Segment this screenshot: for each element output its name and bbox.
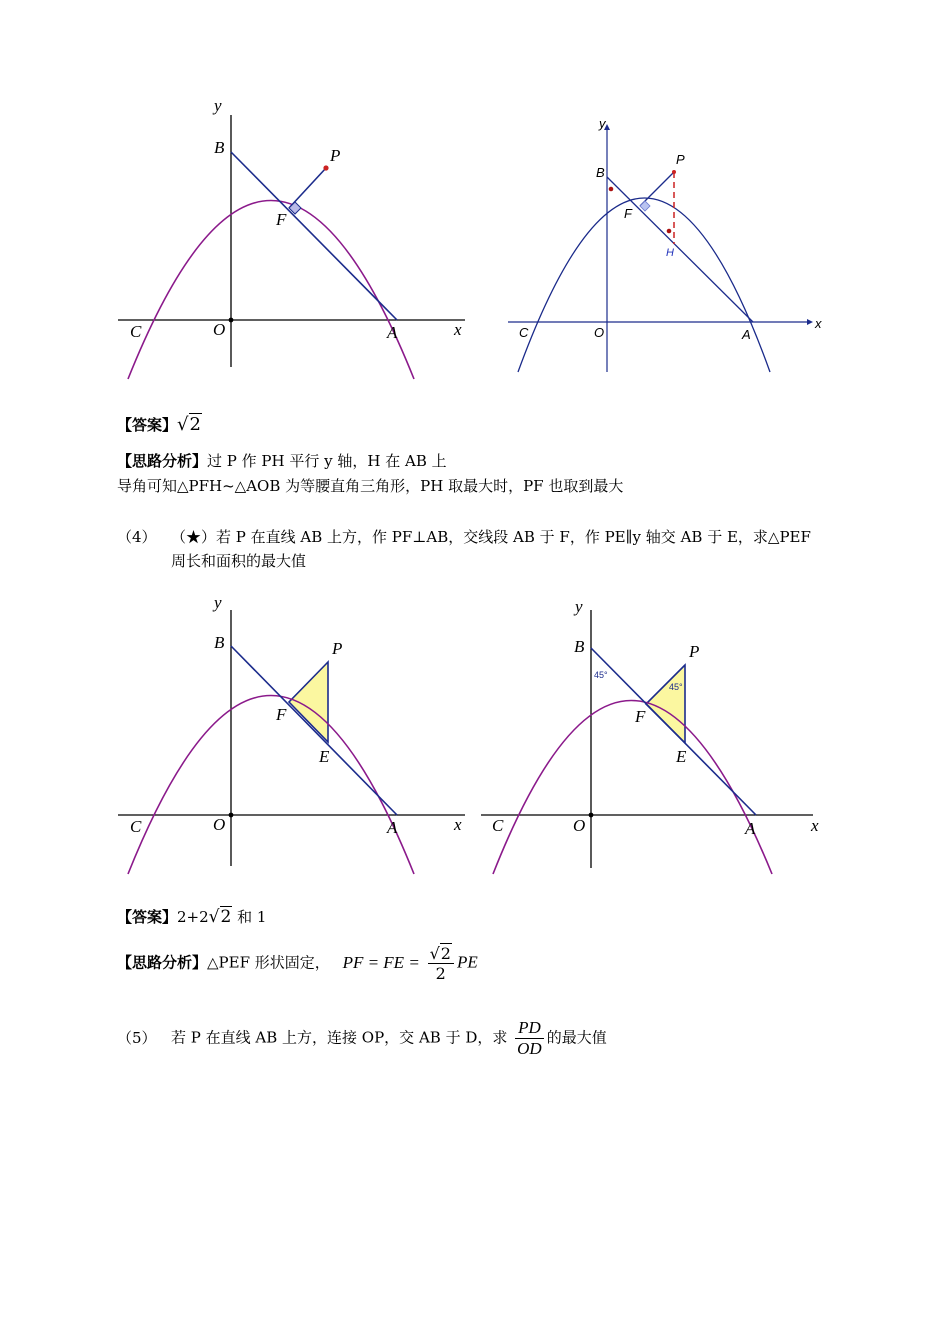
label-o: O	[594, 325, 605, 340]
label-h: H	[666, 247, 674, 259]
label-c: C	[492, 816, 504, 835]
parabola	[128, 696, 414, 875]
fraction-numerator: √2	[428, 944, 454, 964]
point-o	[229, 813, 234, 818]
label-f: F	[635, 707, 646, 726]
segment-ab	[591, 648, 756, 815]
label-p: P	[330, 146, 341, 165]
figure-3	[110, 590, 480, 880]
question-4-text: （★）若 P 在直线 AB 上方，作 PF⊥AB，交线段 AB 于 F，作 PE∥y 轴交 AB 于 E，求△PEF	[171, 528, 811, 546]
analysis-1-text: 过 P 作 PH 平行 y 轴，H 在 AB 上	[207, 452, 447, 470]
formula-rhs: PE	[456, 952, 478, 972]
label-y: y	[214, 96, 222, 115]
answer-1	[117, 414, 202, 435]
label-x: x	[454, 815, 462, 834]
x-axis-arrow	[807, 319, 813, 325]
sqrt-radicand: 2	[189, 414, 201, 435]
angle-label-b: 45°	[594, 670, 608, 680]
formula-lhs: PF = FE =	[342, 952, 420, 972]
analysis-1-line-2: 导角可知△PFH~△AOB 为等腰直角三角形，PH 取最大时，PF 也取到最大	[117, 477, 624, 495]
right-angle-mark	[640, 201, 650, 211]
label-c: C	[130, 817, 142, 836]
question-5-text: 若 P 在直线 AB 上方，连接 OP，交 AB 于 D，求	[171, 1028, 508, 1047]
label-x: x	[811, 816, 819, 835]
formula-fraction	[428, 944, 454, 983]
label-b: B	[214, 633, 225, 652]
label-x: x	[454, 320, 462, 339]
point-p	[672, 170, 676, 174]
segment-ab	[607, 177, 753, 322]
question-5-number: （5）	[117, 1028, 157, 1047]
numerator-radicand: 2	[440, 944, 451, 963]
segment-ab	[231, 152, 397, 320]
question-4-line-1	[117, 526, 811, 547]
analysis-tag: 【思路分析】	[117, 953, 208, 972]
label-o: O	[213, 815, 226, 834]
figure-2	[500, 110, 840, 380]
label-f: F	[276, 705, 287, 724]
parabola	[518, 198, 770, 372]
label-a: A	[387, 818, 398, 837]
label-a: A	[745, 819, 756, 838]
label-o: O	[573, 816, 586, 835]
figure-4	[475, 590, 835, 880]
marker-dot-b	[609, 187, 614, 192]
label-p: P	[332, 639, 343, 658]
label-p: P	[676, 152, 685, 167]
label-y: y	[599, 116, 606, 131]
question-5-tail: 的最大值	[546, 1028, 607, 1047]
sqrt-value: √2	[208, 907, 232, 927]
question-4-number: （4）	[117, 528, 157, 546]
label-a: A	[387, 323, 398, 342]
analysis-2	[117, 944, 478, 983]
label-b: B	[596, 165, 605, 180]
point-o	[589, 813, 594, 818]
label-o: O	[213, 320, 226, 339]
point-p	[323, 165, 328, 170]
label-b: B	[214, 138, 225, 157]
question-5	[117, 1018, 607, 1059]
sqrt-radicand: 2	[220, 907, 232, 927]
label-b: B	[574, 637, 585, 656]
parabola	[128, 201, 414, 380]
marker-dot-h	[667, 229, 672, 234]
analysis-2-text: △PEF 形状固定，	[207, 953, 330, 972]
triangle-pef	[289, 662, 328, 742]
label-y: y	[575, 597, 583, 616]
label-a: A	[742, 327, 751, 342]
pd-od-fraction	[515, 1018, 544, 1059]
label-c: C	[519, 325, 529, 340]
fraction-denominator: OD	[517, 1039, 542, 1058]
answer-tag: 【答案】	[117, 908, 178, 926]
label-f: F	[276, 210, 287, 229]
answer-2-post: 和 1	[232, 908, 267, 926]
label-x: x	[815, 316, 822, 331]
figure-1	[110, 95, 480, 385]
angle-label-p: 45°	[669, 682, 683, 692]
fraction-numerator: PD	[515, 1018, 544, 1039]
label-c: C	[130, 322, 142, 341]
segment-ab	[231, 646, 397, 815]
answer-2-pre: 2+2	[177, 908, 209, 926]
parabola	[493, 701, 772, 875]
analysis-tag: 【思路分析】	[117, 452, 208, 470]
question-4-line-2: 周长和面积的最大值	[171, 552, 307, 570]
label-y: y	[214, 593, 222, 612]
label-e: E	[319, 747, 330, 766]
analysis-1-line-1	[117, 450, 447, 471]
answer-2	[117, 906, 266, 927]
point-o	[229, 318, 234, 323]
label-f: F	[624, 206, 632, 221]
sqrt-value: √2	[177, 414, 201, 435]
fraction-denominator: 2	[435, 964, 446, 983]
label-p: P	[689, 642, 700, 661]
label-e: E	[676, 747, 687, 766]
answer-tag: 【答案】	[117, 416, 178, 434]
